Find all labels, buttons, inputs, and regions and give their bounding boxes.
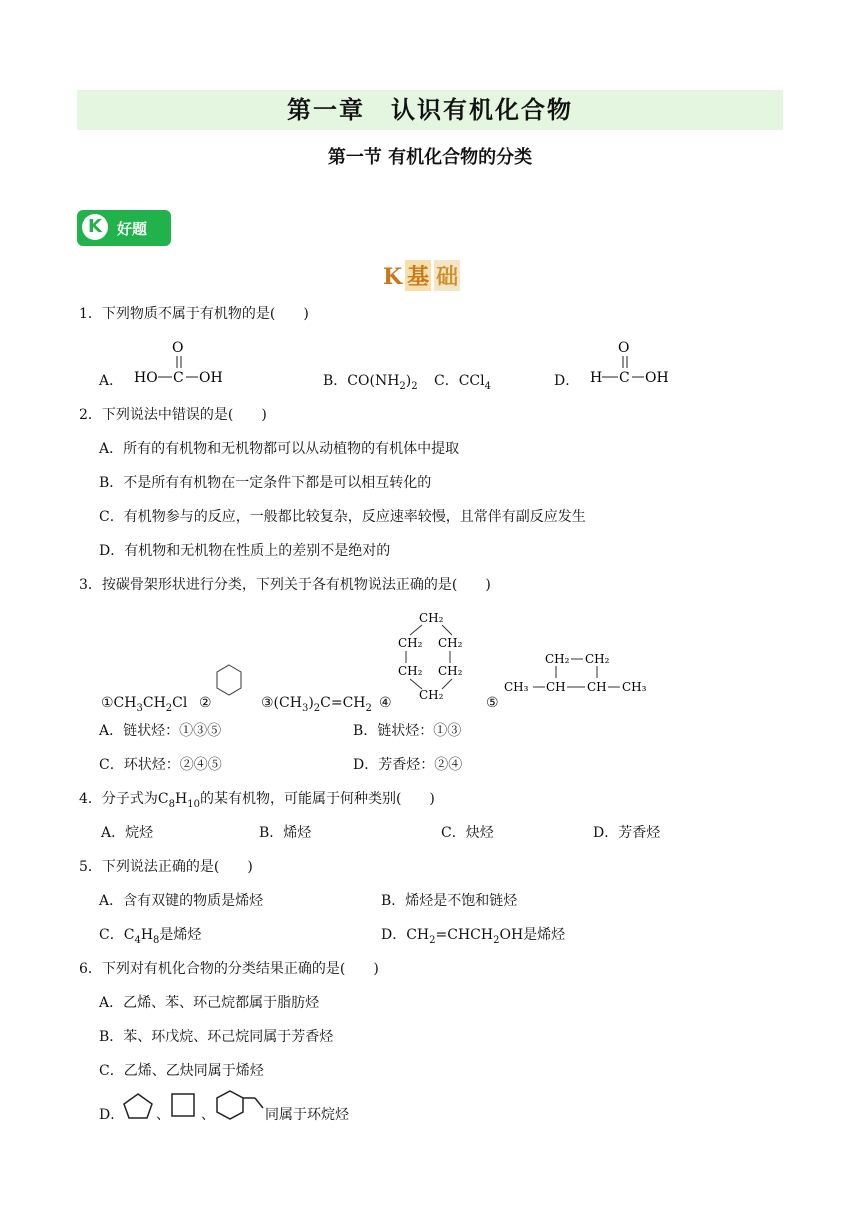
q6-stem: 6．下列对有机化合物的分类结果正确的是( ) <box>79 961 379 977</box>
q3-option-c: C．环状烃：②④⑤ <box>99 757 222 773</box>
q4-option-b: B．烯烃 <box>259 825 312 841</box>
separator: 、 <box>156 1107 170 1123</box>
q3-option-d: D．芳香烃：②④ <box>353 757 463 773</box>
q3-item-2-label: ② <box>199 695 212 711</box>
q1-c-text: C．CCl <box>434 373 485 389</box>
logo-char: 基 <box>405 260 431 291</box>
sub: 3 <box>136 702 143 714</box>
q5-stem: 5．下列说法正确的是( ) <box>79 859 253 875</box>
good-questions-badge <box>77 210 171 246</box>
sub: 4 <box>484 380 491 392</box>
cyclopentane-structure <box>122 1091 156 1121</box>
q3-item-4-label: ④ <box>379 695 392 711</box>
sub: 2 <box>493 934 500 946</box>
q6-option-d-text: 同属于环烷烃 <box>265 1107 349 1123</box>
q6-option-d-label: D． <box>99 1107 125 1123</box>
q1-option-c <box>434 372 491 396</box>
q6-option-a: A．乙烯、苯、环己烷都属于脂肪烃 <box>99 995 320 1011</box>
q6-option-b: B．苯、环戊烷、环己烷同属于芳香烃 <box>99 1029 334 1045</box>
logo-char: K <box>383 264 403 290</box>
logo-char: 础 <box>434 260 460 291</box>
methylcyclohexane-structure <box>215 1089 267 1121</box>
t: H <box>175 791 188 807</box>
q4-option-c: C．炔烃 <box>441 825 494 841</box>
separator: 、 <box>201 1107 215 1123</box>
cyclobutane-ring-structure <box>170 1092 198 1120</box>
cyclohexane-structure <box>392 608 472 704</box>
ring-ch2: CH₂ <box>419 688 444 702</box>
q4-option-d: D．芳香烃 <box>593 825 661 841</box>
atom-oh: OH <box>645 370 669 386</box>
q3-stem: 3．按碳骨架形状进行分类，下列关于各有机物说法正确的是( ) <box>79 577 491 593</box>
atom-o: O <box>618 340 630 356</box>
chapter-title: 第一章 认识有机化合物 <box>287 95 573 124</box>
q1-option-b <box>323 372 418 396</box>
sub: 3 <box>301 702 309 714</box>
q6-option-c: C．乙烯、乙炔同属于烯烃 <box>99 1063 264 1079</box>
q5-option-c <box>99 926 201 950</box>
q4-stem <box>79 790 435 814</box>
q3-option-a: A．链状烃：①③⑤ <box>99 723 222 739</box>
atom-h: H <box>590 370 603 386</box>
q2-option-a: A．所有的有机物和无机物都可以从动植物的有机体中提取 <box>99 441 460 457</box>
carbonic-acid-structure <box>130 336 230 388</box>
benzene-ring-structure <box>214 662 244 702</box>
t: CH <box>142 695 166 711</box>
sub: 2 <box>429 934 436 946</box>
sub: 2 <box>411 380 418 392</box>
sub: 2 <box>365 702 372 714</box>
t: =CHCH <box>435 927 494 943</box>
chain-ch: CH <box>587 680 607 694</box>
t: 4．分子式为C <box>79 791 169 807</box>
q3-item-1 <box>101 694 187 718</box>
cyclobutane-structure <box>503 648 653 696</box>
t: ③(CH <box>261 695 302 711</box>
chain-ch3: CH₃ <box>504 680 529 694</box>
q2-stem: 2．下列说法中错误的是( ) <box>79 407 267 423</box>
t: Cl <box>172 695 188 711</box>
ring-ch2: CH₂ <box>438 664 463 678</box>
q5-option-b: B．烯烃是不饱和链烃 <box>381 893 518 909</box>
t: ) <box>308 695 314 711</box>
sub: 8 <box>153 934 160 946</box>
t: D．CH <box>381 927 430 943</box>
formic-acid-structure <box>586 336 676 388</box>
t: C．C <box>99 927 135 943</box>
section-title: 第一节 有机化合物的分类 <box>327 147 533 168</box>
atom-ho: HO <box>134 370 158 386</box>
q3-option-b: B．链状烃：①③ <box>353 723 462 739</box>
q2-option-d: D．有机物和无机物在性质上的差别不是绝对的 <box>99 543 391 559</box>
atom-c: C <box>619 370 630 386</box>
ring-ch2: CH₂ <box>398 636 423 650</box>
q1-b-text: B．CO(NH <box>323 373 400 389</box>
q2-option-c: C．有机物参与的反应，一般都比较复杂，反应速率较慢，且常伴有副反应发生 <box>99 509 586 525</box>
t: ①CH <box>101 695 137 711</box>
q4-option-a: A．烷烃 <box>101 825 154 841</box>
sub: 10 <box>187 798 200 810</box>
ring-ch2: CH₂ <box>585 652 610 666</box>
atom-o: O <box>172 340 184 356</box>
t: 是烯烃 <box>159 927 202 943</box>
sub: 4 <box>134 934 141 946</box>
chain-ch: CH <box>546 680 566 694</box>
sub: 2 <box>165 702 173 714</box>
badge-label: 好题 <box>117 220 148 238</box>
q1-option-d-label: D． <box>554 373 580 389</box>
basic-section-logo <box>383 260 463 290</box>
q1-b-text: ) <box>405 373 412 389</box>
atom-oh: OH <box>199 370 223 386</box>
sub: 2 <box>313 702 321 714</box>
sub: 8 <box>168 798 175 810</box>
chain-ch3: CH₃ <box>622 680 647 694</box>
q2-option-b: B．不是所有有机物在一定条件下都是可以相互转化的 <box>99 475 432 491</box>
q5-option-a: A．含有双键的物质是烯烃 <box>99 893 264 909</box>
q5-option-d <box>381 926 565 950</box>
sub: 2 <box>399 380 406 392</box>
atom-c: C <box>173 370 184 386</box>
t: OH是烯烃 <box>499 927 566 943</box>
t: H <box>140 927 154 943</box>
t: C=CH <box>320 695 366 711</box>
q3-item-3 <box>261 694 372 718</box>
k-logo-icon: K <box>82 214 108 240</box>
q1-option-a-label: A． <box>99 373 124 389</box>
ring-ch2: CH₂ <box>419 611 444 625</box>
ring-ch2: CH₂ <box>438 636 463 650</box>
q3-item-5-label: ⑤ <box>486 695 499 711</box>
ring-ch2: CH₂ <box>545 652 570 666</box>
ring-ch2: CH₂ <box>398 664 423 678</box>
t: 的某有机物，可能属于何种类别( ) <box>199 791 435 807</box>
q1-stem: 1．下列物质不属于有机物的是( ) <box>79 306 309 322</box>
